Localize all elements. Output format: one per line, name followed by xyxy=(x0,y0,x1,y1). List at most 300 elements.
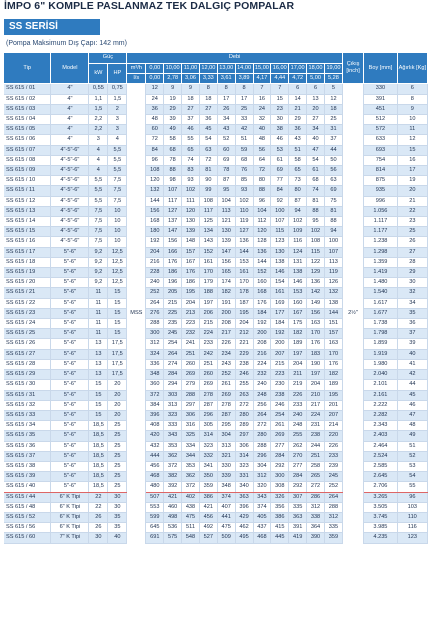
header-cikis: Çıkış [inch] xyxy=(342,53,363,84)
cell-head: 348 xyxy=(146,370,164,380)
table-row xyxy=(4,329,428,339)
cell-head: 14 xyxy=(289,94,307,104)
cell-head: 93 xyxy=(182,176,200,186)
cell-head: 81 xyxy=(199,166,217,176)
cell-head: 132 xyxy=(324,288,342,298)
cell-model: 4"-5"-6" xyxy=(51,196,89,206)
cell-boy: 1.540 xyxy=(364,288,398,298)
cell-head: 269 xyxy=(217,390,235,400)
cell-head: 205 xyxy=(164,288,182,298)
cell-head: 51 xyxy=(235,135,253,145)
cell-hp: 12,5 xyxy=(108,268,127,278)
cell-head: 72 xyxy=(253,166,271,176)
cell-head: 74 xyxy=(182,155,200,165)
cell-tip: SS 615 / 19 xyxy=(4,268,51,278)
cell-head: 75 xyxy=(324,196,342,206)
cell-head: 269 xyxy=(199,380,217,390)
header-ls-value: 3,33 xyxy=(199,74,217,84)
cell-boy: 693 xyxy=(364,145,398,155)
cell-boy: 3.985 xyxy=(364,523,398,533)
cell-head: 421 xyxy=(164,492,182,502)
cell-head: 264 xyxy=(146,298,164,308)
cell-head: 362 xyxy=(182,472,200,482)
cell-head: 231 xyxy=(307,421,325,431)
cell-model: 5"-6" xyxy=(51,319,89,329)
cell-boy: 330 xyxy=(364,84,398,94)
cell-head: 104 xyxy=(217,196,235,206)
cell-head: 37 xyxy=(182,115,200,125)
cell-head: 40 xyxy=(253,125,271,135)
cell-model: 5"-6" xyxy=(51,441,89,451)
cell-boy: 2.645 xyxy=(364,472,398,482)
cell-head: 187 xyxy=(235,298,253,308)
cell-tip: SS 615 / 48 xyxy=(4,502,51,512)
cell-head: 121 xyxy=(217,217,235,227)
cell-tip: SS 615 / 17 xyxy=(4,247,51,257)
cell-head: 217 xyxy=(217,329,235,339)
cell-tip: SS 615 / 08 xyxy=(4,155,51,165)
cell-boy: 2.282 xyxy=(364,410,398,420)
cell-head: 186 xyxy=(182,278,200,288)
cell-head: 353 xyxy=(182,461,200,471)
cell-kg: 103 xyxy=(397,502,427,512)
cell-head: 161 xyxy=(199,257,217,267)
cell-head: 115 xyxy=(307,247,325,257)
cell-head: 6 xyxy=(307,84,325,94)
header-hp: HP xyxy=(108,64,127,84)
cell-head: 429 xyxy=(235,512,253,522)
header-ls-value: 3,61 xyxy=(217,74,235,84)
cell-head: 34 xyxy=(217,115,235,125)
cell-head: 94 xyxy=(289,206,307,216)
cell-head: 226 xyxy=(217,339,235,349)
cell-head: 340 xyxy=(235,482,253,492)
cell-head: 48 xyxy=(146,115,164,125)
table-row xyxy=(4,196,428,206)
cell-hp: 40 xyxy=(108,533,127,543)
cell-head: 95 xyxy=(217,186,235,196)
table-row xyxy=(4,472,428,482)
cell-head: 216 xyxy=(253,349,271,359)
table-row xyxy=(4,288,428,298)
cell-model: 5"-6" xyxy=(51,421,89,431)
cell-head: 100 xyxy=(271,206,289,216)
cell-kw: 11 xyxy=(89,298,108,308)
table-row xyxy=(4,492,428,502)
cell-head: 691 xyxy=(146,533,164,543)
cell-model: 5"-6" xyxy=(51,257,89,267)
table-row xyxy=(4,125,428,135)
cell-kg: 15 xyxy=(397,145,427,155)
cell-head: 78 xyxy=(217,166,235,176)
cell-head: 127 xyxy=(164,206,182,216)
cell-head: 178 xyxy=(235,288,253,298)
table-row xyxy=(4,298,428,308)
table-row xyxy=(4,431,428,441)
cell-kw: 15 xyxy=(89,380,108,390)
cell-hp: 12,5 xyxy=(108,257,127,267)
cell-head: 269 xyxy=(271,431,289,441)
cell-head: 200 xyxy=(217,308,235,318)
cell-head: 511 xyxy=(182,523,200,533)
cell-tip: SS 615 / 20 xyxy=(4,278,51,288)
cell-head: 26 xyxy=(217,104,235,114)
cell-head: 192 xyxy=(253,319,271,329)
cell-head: 83 xyxy=(182,166,200,176)
cell-hp: 0,75 xyxy=(108,84,127,94)
cell-head: 348 xyxy=(217,482,235,492)
cell-head: 475 xyxy=(182,512,200,522)
table-row xyxy=(4,104,428,114)
cell-head: 300 xyxy=(271,472,289,482)
cell-head: 34 xyxy=(307,125,325,135)
cell-head: 36 xyxy=(199,115,217,125)
cell-head: 94 xyxy=(324,227,342,237)
cell-head: 278 xyxy=(199,390,217,400)
cell-head: 297 xyxy=(182,400,200,410)
cell-head: 330 xyxy=(217,461,235,471)
cell-tip: SS 615 / 27 xyxy=(4,349,51,359)
cell-kw: 18,5 xyxy=(89,431,108,441)
cell-kw: 9,2 xyxy=(89,268,108,278)
table-row xyxy=(4,268,428,278)
cell-head: 31 xyxy=(324,125,342,135)
cell-head: 184 xyxy=(271,319,289,329)
cell-kw: 4 xyxy=(89,145,108,155)
cell-head: 74 xyxy=(307,186,325,196)
cell-model: 4"-5"-6" xyxy=(51,186,89,196)
cell-head: 43 xyxy=(289,135,307,145)
cell-head: 363 xyxy=(235,492,253,502)
cell-head: 56 xyxy=(324,166,342,176)
cell-model: 5"-6" xyxy=(51,278,89,288)
header-m3h-value: 10,00 xyxy=(164,64,182,74)
cell-kg: 28 xyxy=(397,257,427,267)
cell-head: 176 xyxy=(324,359,342,369)
cell-head: 192 xyxy=(271,329,289,339)
cell-kw: 18,5 xyxy=(89,482,108,492)
cell-boy: 1.980 xyxy=(364,359,398,369)
cell-model: 4"-5"-6" xyxy=(51,166,89,176)
cell-kg: 55 xyxy=(397,482,427,492)
cell-head: 17 xyxy=(235,94,253,104)
cell-head: 87 xyxy=(217,176,235,186)
cell-head: 72 xyxy=(146,135,164,145)
cell-tip: SS 615 / 38 xyxy=(4,461,51,471)
cell-head: 374 xyxy=(217,492,235,502)
cell-model: 5"-6" xyxy=(51,380,89,390)
cell-boy: 3.265 xyxy=(364,492,398,502)
cell-head: 37 xyxy=(324,135,342,145)
cell-boy: 512 xyxy=(364,115,398,125)
cell-head: 228 xyxy=(146,268,164,278)
cell-kg: 8 xyxy=(397,94,427,104)
cell-head: 149 xyxy=(307,298,325,308)
cell-head: 312 xyxy=(324,512,342,522)
cell-head: 156 xyxy=(164,237,182,247)
cell-head: 220 xyxy=(324,431,342,441)
cell-head: 372 xyxy=(164,461,182,471)
cell-boy: 572 xyxy=(364,125,398,135)
cell-head: 161 xyxy=(235,268,253,278)
cell-head: 128 xyxy=(253,237,271,247)
cell-hp: 2 xyxy=(108,104,127,114)
cell-hp: 15 xyxy=(108,319,127,329)
cell-head: 402 xyxy=(182,492,200,502)
cell-head: 288 xyxy=(324,502,342,512)
cell-model: 5"-6" xyxy=(51,482,89,492)
cell-model: 5"-6" xyxy=(51,359,89,369)
cell-head: 284 xyxy=(164,370,182,380)
cell-head: 58 xyxy=(289,155,307,165)
cell-head: 167 xyxy=(289,308,307,318)
cell-head: 95 xyxy=(307,217,325,227)
cell-kg: 34 xyxy=(397,298,427,308)
cell-head: 396 xyxy=(146,410,164,420)
cell-boy: 996 xyxy=(364,196,398,206)
cell-head: 233 xyxy=(289,400,307,410)
table-row xyxy=(4,247,428,257)
cell-boy: 1.738 xyxy=(364,319,398,329)
header-ls: l/s xyxy=(127,74,146,84)
cell-head: 390 xyxy=(307,533,325,543)
cell-head: 53 xyxy=(271,145,289,155)
cell-head: 296 xyxy=(253,451,271,461)
cell-model: 4"-5"-6" xyxy=(51,145,89,155)
cell-kw: 15 xyxy=(89,410,108,420)
cell-hp: 15 xyxy=(108,288,127,298)
cell-head: 153 xyxy=(235,257,253,267)
cell-head: 213 xyxy=(182,308,200,318)
cell-kg: 32 xyxy=(397,288,427,298)
cell-head: 197 xyxy=(307,370,325,380)
cell-head: 24 xyxy=(146,94,164,104)
cell-head: 339 xyxy=(217,472,235,482)
cell-kg: 96 xyxy=(397,492,427,502)
table-row xyxy=(4,206,428,216)
cell-tip: SS 615 / 29 xyxy=(4,370,51,380)
cell-kg: 40 xyxy=(397,349,427,359)
cell-hp: 25 xyxy=(108,441,127,451)
cell-head: 176 xyxy=(307,339,325,349)
cell-tip: SS 615 / 07 xyxy=(4,145,51,155)
cell-hp: 5,5 xyxy=(108,155,127,165)
cell-head: 460 xyxy=(164,502,182,512)
cell-head: 182 xyxy=(324,370,342,380)
cell-kg: 16 xyxy=(397,155,427,165)
cell-tip: SS 615 / 60 xyxy=(4,533,51,543)
cell-kg: 46 xyxy=(397,400,427,410)
table-row xyxy=(4,145,428,155)
cell-head: 353 xyxy=(164,441,182,451)
cell-head: 12 xyxy=(146,84,164,94)
cell-head: 280 xyxy=(235,410,253,420)
cell-head: 258 xyxy=(307,461,325,471)
cell-boy: 1.419 xyxy=(364,268,398,278)
cell-kw: 18,5 xyxy=(89,441,108,451)
cell-head: 46 xyxy=(182,125,200,135)
cell-head: 191 xyxy=(217,298,235,308)
cell-model: 5"-6" xyxy=(51,247,89,257)
cell-head: 207 xyxy=(324,410,342,420)
cell-head: 338 xyxy=(307,512,325,522)
cell-head: 225 xyxy=(164,308,182,318)
cell-head: 307 xyxy=(289,492,307,502)
pump-table xyxy=(4,53,428,544)
cell-kw: 7,5 xyxy=(89,227,108,237)
cell-head: 137 xyxy=(164,217,182,227)
cell-head: 305 xyxy=(199,421,217,431)
cell-tip: SS 615 / 28 xyxy=(4,359,51,369)
cell-head: 151 xyxy=(324,319,342,329)
cell-head: 136 xyxy=(235,237,253,247)
cell-tip: SS 615 / 09 xyxy=(4,166,51,176)
table-row xyxy=(4,176,428,186)
cell-head: 292 xyxy=(289,482,307,492)
cell-head: 50 xyxy=(324,155,342,165)
cell-head: 126 xyxy=(324,278,342,288)
cell-hp: 10 xyxy=(108,237,127,247)
cell-head: 323 xyxy=(199,441,217,451)
cell-boy: 2.464 xyxy=(364,441,398,451)
cell-kw: 4 xyxy=(89,166,108,176)
cell-head: 438 xyxy=(182,502,200,512)
cell-head: 206 xyxy=(199,308,217,318)
cell-kg: 17 xyxy=(397,166,427,176)
header-boy: Boy [mm] xyxy=(364,53,398,84)
cell-boy: 754 xyxy=(364,155,398,165)
cell-kw: 15 xyxy=(89,390,108,400)
cell-head: 363 xyxy=(289,512,307,522)
cell-boy: 1.298 xyxy=(364,247,398,257)
cell-head: 444 xyxy=(146,451,164,461)
cell-head: 195 xyxy=(324,390,342,400)
header-m3h-value: 14,00 xyxy=(235,64,253,74)
cell-head: 116 xyxy=(289,237,307,247)
cell-kw: 18,5 xyxy=(89,451,108,461)
cell-kg: 36 xyxy=(397,319,427,329)
cell-kw: 3 xyxy=(89,135,108,145)
cell-kw: 11 xyxy=(89,288,108,298)
cell-head: 215 xyxy=(199,319,217,329)
cell-hp: 1,5 xyxy=(108,94,127,104)
header-ls-value: 4,72 xyxy=(289,74,307,84)
cell-head: 212 xyxy=(235,329,253,339)
cell-head: 265 xyxy=(307,472,325,482)
table-row xyxy=(4,166,428,176)
cell-head: 445 xyxy=(271,533,289,543)
cell-kw: 9,2 xyxy=(89,247,108,257)
series-badge: SS SERİSİ xyxy=(4,19,100,35)
cell-kw: 11 xyxy=(89,308,108,318)
cell-kw: 30 xyxy=(89,533,108,543)
table-row xyxy=(4,512,428,522)
cell-kw: 18,5 xyxy=(89,472,108,482)
cell-head: 245 xyxy=(324,472,342,482)
cell-head: 333 xyxy=(164,421,182,431)
cell-head: 88 xyxy=(324,217,342,227)
table-row xyxy=(4,400,428,410)
cell-head: 217 xyxy=(307,400,325,410)
cell-model: 4" xyxy=(51,115,89,125)
cell-kw: 15 xyxy=(89,400,108,410)
cell-head: 264 xyxy=(253,410,271,420)
cell-head: 119 xyxy=(324,268,342,278)
cell-head: 270 xyxy=(289,451,307,461)
cell-head: 200 xyxy=(271,339,289,349)
cell-head: 156 xyxy=(217,257,235,267)
cell-head: 107 xyxy=(324,247,342,257)
cell-head: 280 xyxy=(253,431,271,441)
cell-head: 93 xyxy=(235,186,253,196)
cell-head: 238 xyxy=(235,359,253,369)
cell-head: 21 xyxy=(289,104,307,114)
header-ls-value: 4,17 xyxy=(253,74,271,84)
cell-head: 269 xyxy=(182,370,200,380)
cell-hp: 3 xyxy=(108,115,127,125)
cell-head: 102 xyxy=(235,196,253,206)
cell-kw: 5,5 xyxy=(89,176,108,186)
cell-head: 408 xyxy=(146,421,164,431)
cell-head: 261 xyxy=(271,421,289,431)
table-row xyxy=(4,155,428,165)
header-ls-value: 0,00 xyxy=(146,74,164,84)
cell-head: 272 xyxy=(253,421,271,431)
header-m3h-value: 12,00 xyxy=(199,64,217,74)
cell-model: 4"-5"-6" xyxy=(51,206,89,216)
cell-head: 211 xyxy=(289,370,307,380)
cell-head: 356 xyxy=(271,502,289,512)
header-m3h-value: 13,00 xyxy=(217,64,235,74)
cell-head: 359 xyxy=(199,482,217,492)
cell-head: 102 xyxy=(289,217,307,227)
table-row xyxy=(4,308,428,318)
cell-head: 157 xyxy=(182,247,200,257)
cell-tip: SS 615 / 23 xyxy=(4,308,51,318)
cell-head: 248 xyxy=(253,390,271,400)
cell-kw: 26 xyxy=(89,523,108,533)
cell-kw: 9,2 xyxy=(89,257,108,267)
cell-head: 334 xyxy=(182,441,200,451)
cell-head: 304 xyxy=(217,431,235,441)
cell-hp: 25 xyxy=(108,472,127,482)
cell-head: 360 xyxy=(146,380,164,390)
cell-head: 254 xyxy=(271,410,289,420)
header-kw: kW xyxy=(89,64,108,84)
cell-head: 134 xyxy=(199,227,217,237)
cell-kw: 22 xyxy=(89,502,108,512)
header-ls-value: 5,00 xyxy=(307,74,325,84)
cell-head: 156 xyxy=(146,206,164,216)
table-row xyxy=(4,370,428,380)
cell-head: 44 xyxy=(324,145,342,155)
cell-head: 304 xyxy=(253,461,271,471)
cell-kg: 35 xyxy=(397,308,427,318)
cell-head: 492 xyxy=(199,523,217,533)
cell-tip: SS 615 / 44 xyxy=(4,492,51,502)
cell-tip: SS 615 / 33 xyxy=(4,410,51,420)
cell-head: 182 xyxy=(289,329,307,339)
header-ls-value: 5,28 xyxy=(324,74,342,84)
cell-head: 287 xyxy=(199,400,217,410)
cell-kw: 5,5 xyxy=(89,186,108,196)
cell-head: 189 xyxy=(289,339,307,349)
cell-head: 65 xyxy=(182,145,200,155)
cell-head: 113 xyxy=(217,206,235,216)
cell-head: 251 xyxy=(182,349,200,359)
cell-head: 27 xyxy=(182,104,200,114)
cell-head: 109 xyxy=(289,227,307,237)
